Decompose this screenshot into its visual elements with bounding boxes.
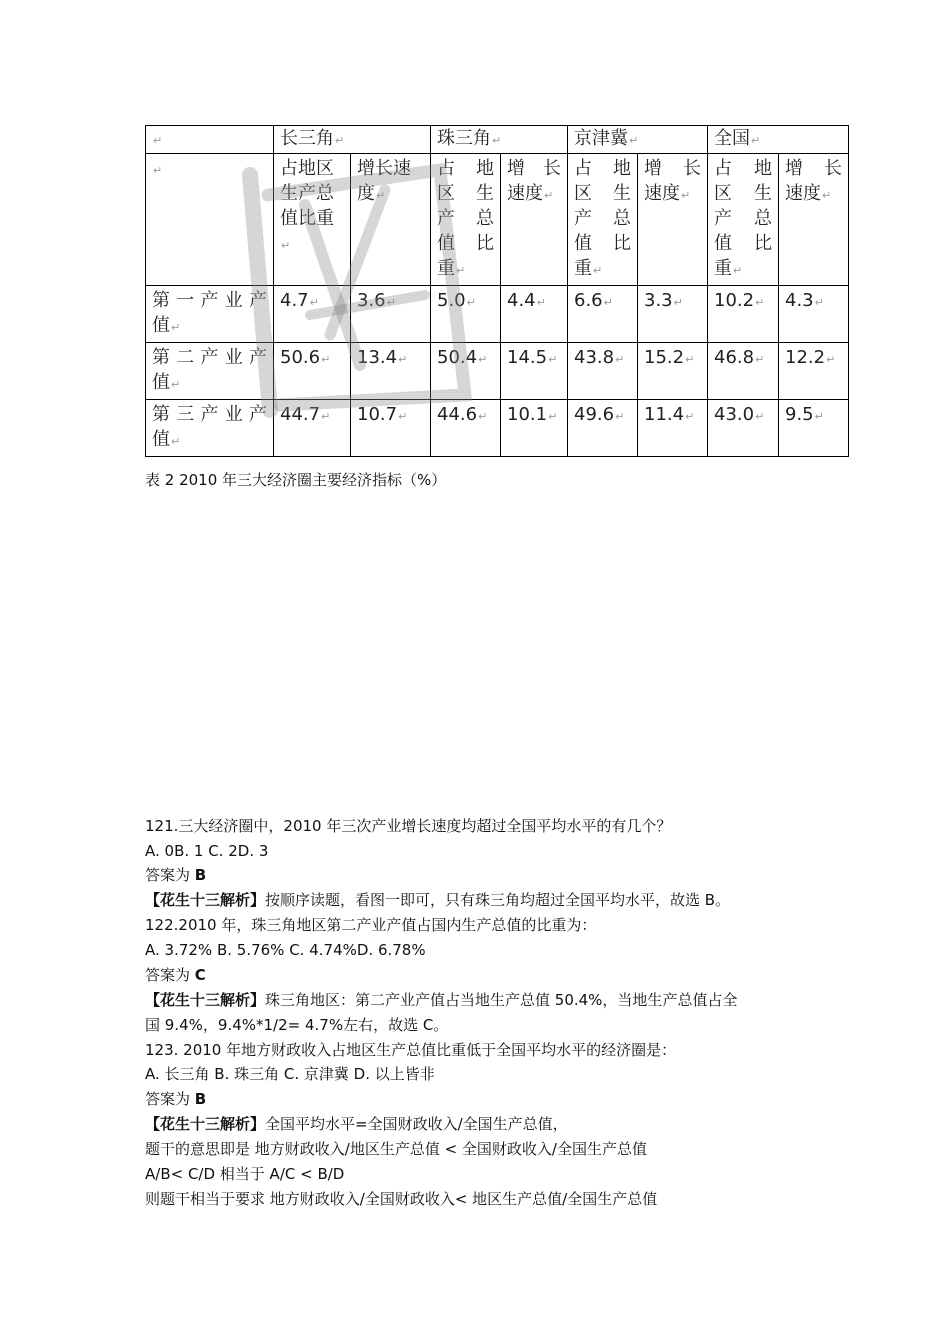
paragraph-mark-icon: ↵ [544,189,554,202]
table-cell: 10.1↵ [501,400,568,457]
question-121: 121.三大经济圈中，2010 年三次产业增长速度均超过全国平均水平的有几个？ [145,817,672,835]
paragraph-mark-icon: ↵ [321,410,331,423]
table-cell: 4.3↵ [779,286,849,343]
speed-header-jingjinji: 增长 速度↵ [638,154,708,286]
metric-header-row [146,154,849,286]
table-cell: 46.8↵ [708,343,779,400]
question-123-analysis-line2: 题干的意思即是 地方财政收入/地区生产总值 < 全国财政收入/全国生产总值 [145,1140,647,1158]
table-cell: 44.6↵ [431,400,501,457]
question-122: 122.2010 年，珠三角地区第二产业产值占国内生产总值的比重为： [145,916,597,934]
paragraph-mark-icon: ↵ [171,435,181,448]
question-121-answer: 答案为 B [145,866,207,884]
paragraph-mark-icon: ↵ [309,296,319,309]
table-cell: 6.6↵ [568,286,638,343]
table-cell: 4.7↵ [274,286,351,343]
table-cell: 14.5↵ [501,343,568,400]
question-123: 123. 2010 年地方财政收入占地区生产总值比重低于全国平均水平的经济圈是： [145,1041,677,1059]
table-cell: 3.6↵ [351,286,431,343]
question-123-analysis-line4: 则题干相当于要求 地方财政收入/全国财政收入< 地区生产总值/全国生产总值 [145,1190,658,1208]
paragraph-mark-icon: ↵ [685,410,695,423]
paragraph-mark-icon: ↵ [536,296,546,309]
table-row [146,343,849,400]
paragraph-mark-icon: ↵ [755,296,765,309]
table-cell: 43.8↵ [568,343,638,400]
paragraph-mark-icon: ↵ [335,134,345,147]
economic-indicators-table [145,125,849,457]
row-label: 第一产业产 值↵ [146,286,274,343]
table-cell: 12.2↵ [779,343,849,400]
question-122-options: A. 3.72% B. 5.76% C. 4.74%D. 6.78% [145,941,426,959]
paragraph-mark-icon: ↵ [478,410,488,423]
table-cell: 3.3↵ [638,286,708,343]
share-header-jingjinji: 占地 区生 产总 值比 重↵ [568,154,638,286]
share-header-national: 占地 区生 产总 值比 重↵ [708,154,779,286]
paragraph-mark-icon: ↵ [681,189,691,202]
paragraph-mark-icon: ↵ [153,164,163,177]
share-header-pearl: 占地 区生 产总 值比 重↵ [431,154,501,286]
paragraph-mark-icon: ↵ [456,264,466,277]
corner-cell-2 [146,154,274,286]
paragraph-mark-icon: ↵ [751,134,761,147]
paragraph-mark-icon: ↵ [685,353,695,366]
table-cell: 49.6↵ [568,400,638,457]
table-cell: 50.4↵ [431,343,501,400]
paragraph-mark-icon: ↵ [492,134,502,147]
speed-header-national: 增长 速度↵ [779,154,849,286]
table-cell: 10.7↵ [351,400,431,457]
paragraph-mark-icon: ↵ [398,410,408,423]
paragraph-mark-icon: ↵ [466,296,476,309]
table-cell: 4.4↵ [501,286,568,343]
paragraph-mark-icon: ↵ [376,189,386,202]
paragraph-mark-icon: ↵ [593,264,603,277]
paragraph-mark-icon: ↵ [615,353,625,366]
question-121-options: A. 0B. 1 C. 2D. 3 [145,842,269,860]
paragraph-mark-icon: ↵ [673,296,683,309]
question-123-analysis: 【花生十三解析】全国平均水平=全国财政收入/全国生产总值， [145,1115,568,1133]
table-cell: 10.2↵ [708,286,779,343]
paragraph-mark-icon: ↵ [733,264,743,277]
question-122-analysis-cont: 国 9.4%，9.4%*1/2= 4.7%左右，故选 C。 [145,1016,449,1034]
question-123-answer: 答案为 B [145,1090,207,1108]
question-121-analysis: 【花生十三解析】按顺序读题，看图一即可，只有珠三角均超过全国平均水平，故选 B。 [145,891,731,909]
table-cell: 15.2↵ [638,343,708,400]
region-header-row [146,126,849,154]
table-row [146,400,849,457]
share-header-yangtze: 占地区 生产总 值比重↵ [274,154,351,286]
paragraph-mark-icon: ↵ [826,353,836,366]
question-123-options: A. 长三角 B. 珠三角 C. 京津冀 D. 以上皆非 [145,1065,435,1083]
question-122-analysis: 【花生十三解析】珠三角地区：第二产业产值占当地生产总值 50.4%，当地生产总值占全 [145,991,738,1009]
paragraph-mark-icon: ↵ [398,353,408,366]
region-header-pearl: 珠三角↵ [431,126,568,154]
table-cell: 44.7↵ [274,400,351,457]
paragraph-mark-icon: ↵ [281,239,291,252]
paragraph-mark-icon: ↵ [478,353,488,366]
paragraph-mark-icon: ↵ [321,353,331,366]
paragraph-mark-icon: ↵ [814,410,824,423]
question-122-answer: 答案为 C [145,966,206,984]
speed-header-yangtze: 增长速 度↵ [351,154,431,286]
paragraph-mark-icon: ↵ [603,296,613,309]
paragraph-mark-icon: ↵ [171,321,181,334]
table-cell: 43.0↵ [708,400,779,457]
paragraph-mark-icon: ↵ [755,410,765,423]
table-caption: 表 2 2010 年三大经济圈主要经济指标（%） [145,471,447,489]
question-123-analysis-line3: A/B< C/D 相当于 A/C < B/D [145,1165,345,1183]
table-cell: 11.4↵ [638,400,708,457]
paragraph-mark-icon: ↵ [814,296,824,309]
paragraph-mark-icon: ↵ [629,134,639,147]
paragraph-mark-icon: ↵ [615,410,625,423]
corner-cell [146,126,274,154]
table-cell: 9.5↵ [779,400,849,457]
region-header-national: 全国↵ [708,126,849,154]
table-cell: 5.0↵ [431,286,501,343]
speed-header-pearl: 增长 速度↵ [501,154,568,286]
paragraph-mark-icon: ↵ [153,134,163,147]
region-header-yangtze: 长三角↵ [274,126,431,154]
paragraph-mark-icon: ↵ [755,353,765,366]
row-label: 第二产业产 值↵ [146,343,274,400]
paragraph-mark-icon: ↵ [548,353,558,366]
paragraph-mark-icon: ↵ [548,410,558,423]
paragraph-mark-icon: ↵ [822,189,832,202]
row-label: 第三产业产 值↵ [146,400,274,457]
table-row [146,286,849,343]
table-cell: 13.4↵ [351,343,431,400]
paragraph-mark-icon: ↵ [386,296,396,309]
region-header-jingjinji: 京津冀↵ [568,126,708,154]
paragraph-mark-icon: ↵ [171,378,181,391]
table-cell: 50.6↵ [274,343,351,400]
